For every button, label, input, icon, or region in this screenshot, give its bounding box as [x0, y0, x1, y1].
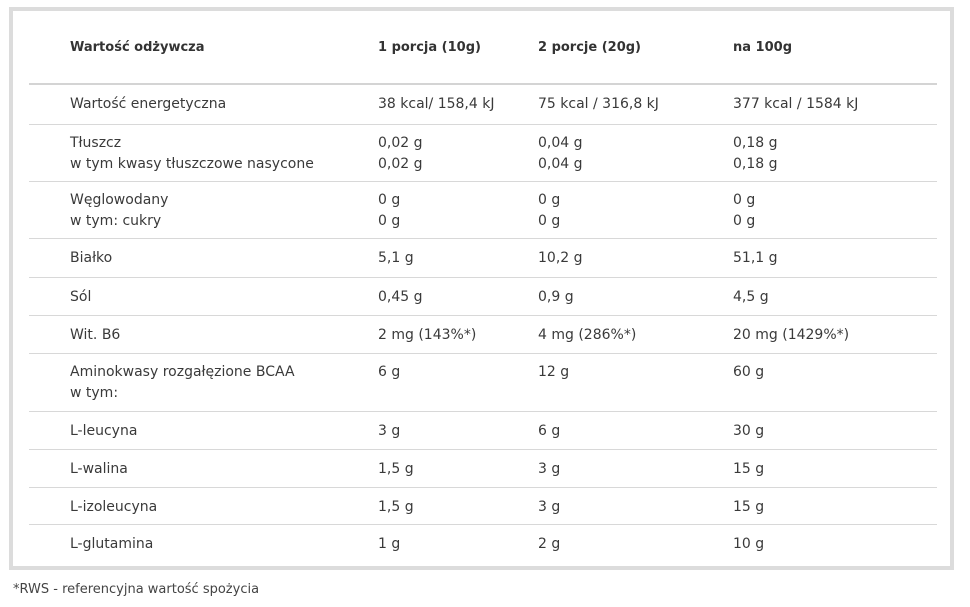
nutrient-label: w tym:	[70, 385, 119, 401]
value-text: 38 kcal/ 158,4 kJ	[378, 96, 495, 112]
nutrient-value	[538, 459, 718, 480]
nutrient-value	[538, 497, 718, 518]
nutrient-value	[538, 248, 718, 269]
nutrient-value	[378, 362, 528, 383]
nutrition-table	[29, 11, 937, 564]
nutrient-value	[378, 459, 528, 480]
nutrient-label: L-glutamina	[70, 536, 154, 552]
footnote: *RWS - referencyjna wartość spożycia	[13, 582, 260, 597]
nutrient-value	[733, 190, 933, 232]
value-text: 1,5 g	[378, 461, 414, 477]
nutrient-value	[378, 534, 528, 555]
nutrient-label: w tym: cukry	[70, 213, 162, 229]
nutrition-table-frame	[9, 7, 954, 570]
value-text: 0 g	[733, 213, 756, 229]
nutrient-name	[70, 287, 370, 308]
table-row	[29, 450, 937, 488]
table-row	[29, 316, 937, 354]
nutrient-value	[733, 421, 933, 442]
nutrient-value	[538, 534, 718, 555]
value-text: 2 mg (143%*)	[378, 327, 477, 343]
nutrient-value	[378, 325, 528, 346]
value-text: 0 g	[378, 192, 401, 208]
nutrient-value	[538, 421, 718, 442]
value-text: 2 g	[538, 536, 561, 552]
value-text: 1 g	[378, 536, 401, 552]
nutrient-value	[378, 248, 528, 269]
value-text: 3 g	[538, 461, 561, 477]
value-text: 0 g	[538, 213, 561, 229]
nutrient-value	[733, 325, 933, 346]
value-text: 5,1 g	[378, 250, 414, 266]
nutrient-value	[733, 459, 933, 480]
nutrient-value	[538, 362, 718, 383]
value-text: 12 g	[538, 364, 570, 380]
nutrient-value	[733, 133, 933, 175]
nutrient-name	[70, 421, 370, 442]
nutrient-value	[733, 287, 933, 308]
nutrient-label: Sól	[70, 289, 92, 305]
nutrient-label: L-izoleucyna	[70, 499, 158, 515]
header-cell: Wartość odżywcza	[70, 40, 205, 55]
value-text: 0 g	[733, 192, 756, 208]
value-text: 0,02 g	[378, 156, 423, 172]
nutrient-value	[733, 248, 933, 269]
header-cell: 1 porcja (10g)	[378, 40, 481, 55]
value-text: 4,5 g	[733, 289, 769, 305]
nutrient-value	[378, 94, 528, 115]
value-text: 10,2 g	[538, 250, 583, 266]
table-row	[29, 525, 937, 564]
nutrient-value	[538, 133, 718, 175]
value-text: 75 kcal / 316,8 kJ	[538, 96, 659, 112]
nutrient-value	[378, 133, 528, 175]
nutrient-name	[70, 325, 370, 346]
nutrient-name	[70, 534, 370, 555]
table-row	[29, 278, 937, 316]
value-text: 4 mg (286%*)	[538, 327, 637, 343]
value-text: 51,1 g	[733, 250, 778, 266]
table-row	[29, 125, 937, 182]
value-text: 3 g	[538, 499, 561, 515]
value-text: 0,02 g	[378, 135, 423, 151]
value-text: 377 kcal / 1584 kJ	[733, 96, 859, 112]
table-row	[29, 182, 937, 239]
value-text: 20 mg (1429%*)	[733, 327, 850, 343]
value-text: 15 g	[733, 499, 765, 515]
nutrient-label: Wartość energetyczna	[70, 96, 227, 112]
header-cell: 2 porcje (20g)	[538, 40, 642, 55]
nutrient-value	[378, 190, 528, 232]
table-header	[29, 11, 937, 85]
nutrient-label: L-walina	[70, 461, 128, 477]
table-row	[29, 85, 937, 125]
value-text: 0,04 g	[538, 156, 583, 172]
nutrient-label: Aminokwasy rozgałęzione BCAA	[70, 364, 295, 380]
nutrient-label: Białko	[70, 250, 113, 266]
nutrient-value	[733, 534, 933, 555]
value-text: 0,45 g	[378, 289, 423, 305]
value-text: 0 g	[538, 192, 561, 208]
table-row	[29, 412, 937, 450]
value-text: 6 g	[378, 364, 401, 380]
nutrient-name	[70, 497, 370, 518]
nutrient-label: Wit. B6	[70, 327, 121, 343]
nutrient-value	[378, 287, 528, 308]
nutrient-value	[733, 362, 933, 383]
value-text: 30 g	[733, 423, 765, 439]
nutrient-name	[70, 248, 370, 269]
value-text: 0,04 g	[538, 135, 583, 151]
nutrient-label: Tłuszcz	[70, 135, 122, 151]
value-text: 60 g	[733, 364, 765, 380]
nutrient-value	[378, 421, 528, 442]
nutrient-label: w tym kwasy tłuszczowe nasycone	[70, 156, 314, 172]
value-text: 6 g	[538, 423, 561, 439]
value-text: 15 g	[733, 461, 765, 477]
nutrient-value	[538, 94, 718, 115]
nutrient-value	[538, 325, 718, 346]
value-text: 0,18 g	[733, 135, 778, 151]
table-row	[29, 488, 937, 525]
nutrient-value	[378, 497, 528, 518]
value-text: 10 g	[733, 536, 765, 552]
nutrient-label: Węglowodany	[70, 192, 169, 208]
value-text: 0,9 g	[538, 289, 574, 305]
nutrient-name	[70, 94, 370, 115]
nutrient-label: L-leucyna	[70, 423, 138, 439]
header-cell: na 100g	[733, 40, 792, 55]
nutrient-value	[538, 190, 718, 232]
table-row	[29, 354, 937, 412]
value-text: 1,5 g	[378, 499, 414, 515]
nutrient-value	[733, 94, 933, 115]
value-text: 0 g	[378, 213, 401, 229]
nutrient-value	[733, 497, 933, 518]
nutrient-name	[70, 133, 370, 175]
nutrient-value	[538, 287, 718, 308]
nutrient-name	[70, 459, 370, 480]
table-row	[29, 239, 937, 278]
value-text: 3 g	[378, 423, 401, 439]
nutrient-name	[70, 362, 370, 404]
nutrient-name	[70, 190, 370, 232]
value-text: 0,18 g	[733, 156, 778, 172]
